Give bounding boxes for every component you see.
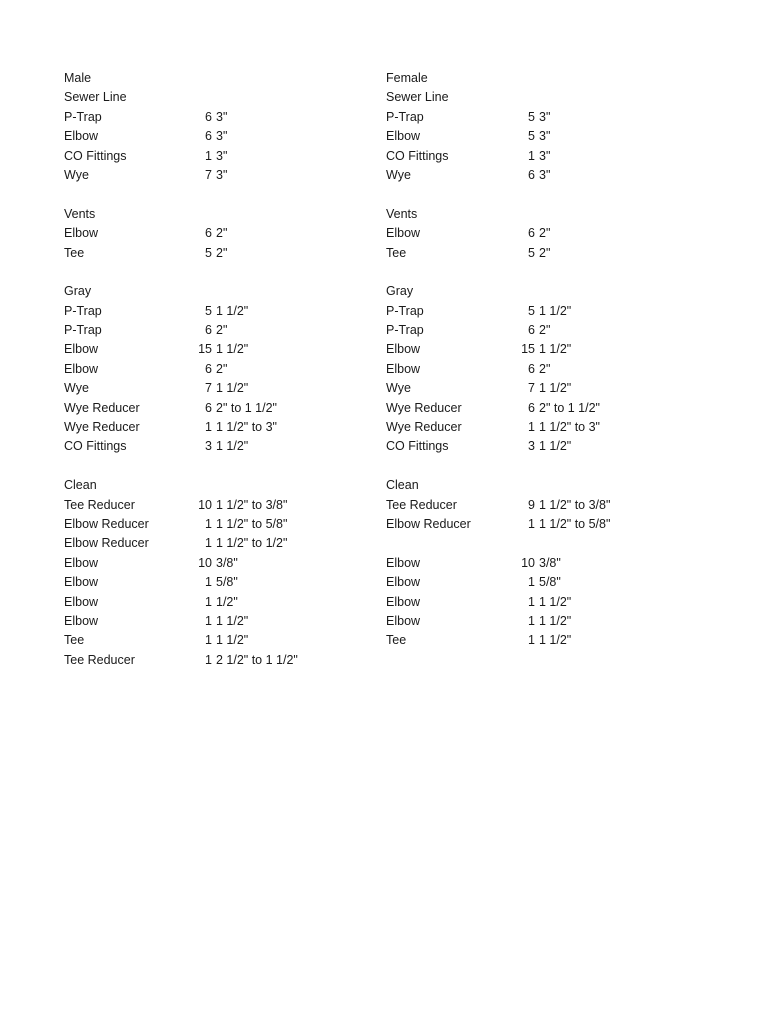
list-row — [386, 457, 686, 476]
item-size: 5/8" — [216, 575, 238, 590]
item-label: Gray — [386, 284, 414, 299]
item-size: 1 1/2" — [539, 613, 572, 628]
list-row — [386, 399, 686, 418]
item-size: 3" — [216, 148, 228, 163]
item-size: 1 1/2" to 1/2" — [216, 536, 288, 551]
item-label: Clean — [64, 478, 97, 493]
item-quantity: 1 — [205, 613, 212, 628]
item-label: P-Trap — [64, 109, 102, 124]
item-quantity: 1 — [528, 613, 535, 628]
list-row — [64, 263, 364, 282]
item-quantity: 6 — [205, 129, 212, 144]
item-size: 3/8" — [216, 555, 238, 570]
item-label: Clean — [386, 478, 419, 493]
item-label: Wye — [64, 381, 89, 396]
list-row — [386, 321, 686, 340]
item-quantity: 10 — [521, 555, 535, 570]
list-row — [64, 88, 364, 107]
item-label: Wye — [64, 167, 89, 182]
list-row — [386, 593, 686, 612]
item-label: Elbow — [386, 575, 421, 590]
item-label: Wye Reducer — [64, 420, 140, 435]
list-row — [386, 437, 686, 456]
item-size: 2 1/2" to 1 1/2" — [216, 652, 298, 667]
list-row — [386, 612, 686, 631]
list-row — [64, 282, 364, 301]
list-row — [386, 418, 686, 437]
item-size: 2" — [216, 323, 228, 338]
item-quantity: 1 — [528, 516, 535, 531]
list-row — [64, 360, 364, 379]
item-size: 1 1/2" to 3/8" — [539, 497, 611, 512]
list-row — [64, 457, 364, 476]
item-label: Elbow — [386, 594, 421, 609]
list-row — [386, 340, 686, 359]
item-size: 1 1/2" to 5/8" — [216, 516, 288, 531]
list-row — [386, 263, 686, 282]
item-size: 2" — [539, 361, 551, 376]
item-size: 5/8" — [539, 575, 561, 590]
item-label: Elbow — [64, 555, 99, 570]
item-label: P-Trap — [386, 109, 424, 124]
item-quantity: 6 — [205, 361, 212, 376]
item-quantity: 1 — [205, 516, 212, 531]
item-label: Wye — [386, 381, 411, 396]
item-quantity: 1 — [528, 633, 535, 648]
list-row — [386, 573, 686, 592]
item-size: 1 1/2" — [539, 439, 572, 454]
list-row — [64, 379, 364, 398]
list-row — [386, 108, 686, 127]
item-label: Elbow — [64, 342, 99, 357]
item-quantity: 5 — [528, 303, 535, 318]
list-row — [64, 69, 364, 88]
list-row — [64, 476, 364, 495]
item-quantity: 3 — [205, 439, 212, 454]
list-row — [386, 185, 686, 204]
item-size: 3/8" — [539, 555, 561, 570]
item-size: 3" — [539, 148, 551, 163]
item-quantity: 6 — [205, 226, 212, 241]
item-size: 1 1/2" to 3/8" — [216, 497, 288, 512]
female-column — [386, 69, 686, 651]
item-label: Wye Reducer — [386, 420, 462, 435]
item-size: 1 1/2" — [539, 303, 572, 318]
item-size: 3" — [216, 109, 228, 124]
item-label: Elbow — [64, 575, 99, 590]
list-row — [386, 166, 686, 185]
item-label: Wye Reducer — [64, 400, 140, 415]
item-quantity: 1 — [528, 575, 535, 590]
item-label: Elbow — [386, 361, 421, 376]
item-quantity: 1 — [205, 652, 212, 667]
list-row — [386, 69, 686, 88]
item-quantity: 5 — [205, 303, 212, 318]
list-row — [64, 340, 364, 359]
item-size: 1 1/2" — [216, 342, 249, 357]
item-quantity: 1 — [528, 420, 535, 435]
list-row — [64, 244, 364, 263]
list-row — [64, 147, 364, 166]
item-size: 2" — [539, 226, 551, 241]
item-label: Elbow — [386, 342, 421, 357]
item-quantity: 6 — [205, 109, 212, 124]
list-row — [64, 166, 364, 185]
list-row — [386, 476, 686, 495]
item-size: 2" — [539, 323, 551, 338]
item-label: CO Fittings — [386, 148, 449, 163]
item-size: 3" — [539, 109, 551, 124]
item-label: Male — [64, 71, 92, 85]
list-row — [386, 534, 686, 553]
item-label: Tee — [386, 633, 407, 648]
list-row — [386, 496, 686, 515]
item-size: 2" — [539, 245, 551, 260]
list-row — [386, 127, 686, 146]
item-label: Elbow Reducer — [64, 516, 149, 531]
item-quantity: 1 — [205, 536, 212, 551]
list-row — [386, 360, 686, 379]
list-row — [64, 108, 364, 127]
item-label: CO Fittings — [386, 439, 449, 454]
item-quantity: 5 — [528, 245, 535, 260]
item-quantity: 6 — [205, 323, 212, 338]
item-size: 1 1/2" — [216, 613, 249, 628]
list-row — [386, 88, 686, 107]
item-quantity: 15 — [521, 342, 535, 357]
list-row — [64, 321, 364, 340]
item-size: 1 1/2" to 5/8" — [539, 516, 611, 531]
item-quantity: 7 — [528, 381, 535, 396]
list-row — [64, 127, 364, 146]
item-label: P-Trap — [64, 303, 102, 318]
list-row — [386, 379, 686, 398]
item-size: 3" — [216, 129, 228, 144]
item-label: Gray — [64, 284, 92, 299]
item-label: Wye Reducer — [386, 400, 462, 415]
item-label: Elbow Reducer — [64, 536, 149, 551]
list-row — [64, 573, 364, 592]
item-quantity: 1 — [205, 633, 212, 648]
male-column — [64, 69, 364, 670]
item-label: CO Fittings — [64, 148, 127, 163]
list-row — [64, 515, 364, 534]
item-quantity: 10 — [198, 555, 212, 570]
list-row — [64, 437, 364, 456]
item-quantity: 1 — [205, 420, 212, 435]
item-size: 1/2" — [216, 594, 238, 609]
item-quantity: 6 — [528, 226, 535, 241]
item-quantity: 3 — [528, 439, 535, 454]
item-size: 2" to 1 1/2" — [216, 400, 277, 415]
item-label: Elbow — [64, 129, 99, 144]
item-quantity: 6 — [528, 167, 535, 182]
item-size: 2" — [216, 361, 228, 376]
item-size: 2" — [216, 245, 228, 260]
item-label: Tee Reducer — [64, 652, 135, 667]
item-label: CO Fittings — [64, 439, 127, 454]
item-size: 1 1/2" — [216, 303, 249, 318]
list-row — [386, 302, 686, 321]
list-row — [386, 554, 686, 573]
item-label: Elbow Reducer — [386, 516, 471, 531]
list-row — [64, 612, 364, 631]
item-size: 1 1/2" — [539, 633, 572, 648]
item-size: 1 1/2" to 3" — [216, 420, 277, 435]
list-row — [64, 593, 364, 612]
list-row — [64, 534, 364, 553]
item-label: Sewer Line — [386, 90, 449, 105]
item-label: P-Trap — [64, 323, 102, 338]
item-size: 1 1/2" — [216, 439, 249, 454]
item-quantity: 9 — [528, 497, 535, 512]
item-quantity: 10 — [198, 497, 212, 512]
item-label: Vents — [64, 206, 96, 221]
item-size: 1 1/2" — [539, 342, 572, 357]
list-row — [386, 244, 686, 263]
item-quantity: 6 — [205, 400, 212, 415]
item-label: Sewer Line — [64, 90, 127, 105]
list-row — [64, 554, 364, 573]
item-label: Elbow — [64, 613, 99, 628]
item-label: Tee Reducer — [64, 497, 135, 512]
item-quantity: 6 — [528, 361, 535, 376]
item-label: Elbow — [386, 226, 421, 241]
list-row — [386, 224, 686, 243]
item-size: 1 1/2" — [539, 594, 572, 609]
list-row — [64, 224, 364, 243]
item-size: 1 1/2" — [216, 633, 249, 648]
item-quantity: 7 — [205, 167, 212, 182]
item-size: 1 1/2" to 3" — [539, 420, 600, 435]
item-quantity: 5 — [205, 245, 212, 260]
item-label: Elbow — [64, 361, 99, 376]
item-size: 1 1/2" — [539, 381, 572, 396]
item-quantity: 6 — [528, 400, 535, 415]
list-row — [386, 631, 686, 650]
list-row — [64, 631, 364, 650]
item-label: Elbow — [386, 555, 421, 570]
item-size: 1 1/2" — [216, 381, 249, 396]
item-quantity: 7 — [205, 381, 212, 396]
item-label: Female — [386, 71, 428, 85]
item-label: Tee Reducer — [386, 497, 457, 512]
item-label: Tee — [64, 245, 85, 260]
list-row — [386, 515, 686, 534]
item-size: 2" — [216, 226, 228, 241]
item-quantity: 5 — [528, 129, 535, 144]
item-label: Elbow — [64, 594, 99, 609]
item-label: Vents — [386, 206, 418, 221]
item-label: Elbow — [386, 129, 421, 144]
item-label: Wye — [386, 167, 411, 182]
item-label: Tee — [386, 245, 407, 260]
list-row — [386, 205, 686, 224]
item-size: 3" — [539, 129, 551, 144]
item-label: Elbow — [64, 226, 99, 241]
list-row — [64, 651, 364, 670]
item-label: P-Trap — [386, 303, 424, 318]
item-quantity: 1 — [528, 148, 535, 163]
item-quantity: 1 — [205, 594, 212, 609]
item-quantity: 6 — [528, 323, 535, 338]
item-size: 3" — [216, 167, 228, 182]
item-label: Elbow — [386, 613, 421, 628]
list-row — [64, 496, 364, 515]
list-row — [64, 205, 364, 224]
item-quantity: 1 — [205, 575, 212, 590]
list-row — [386, 282, 686, 301]
item-quantity: 15 — [198, 342, 212, 357]
item-quantity: 1 — [528, 594, 535, 609]
item-label: Tee — [64, 633, 85, 648]
item-quantity: 1 — [205, 148, 212, 163]
list-row — [64, 399, 364, 418]
item-label: P-Trap — [386, 323, 424, 338]
list-row — [386, 147, 686, 166]
list-row — [64, 185, 364, 204]
item-size: 2" to 1 1/2" — [539, 400, 600, 415]
item-size: 3" — [539, 167, 551, 182]
list-row — [64, 418, 364, 437]
item-quantity: 5 — [528, 109, 535, 124]
list-row — [64, 302, 364, 321]
